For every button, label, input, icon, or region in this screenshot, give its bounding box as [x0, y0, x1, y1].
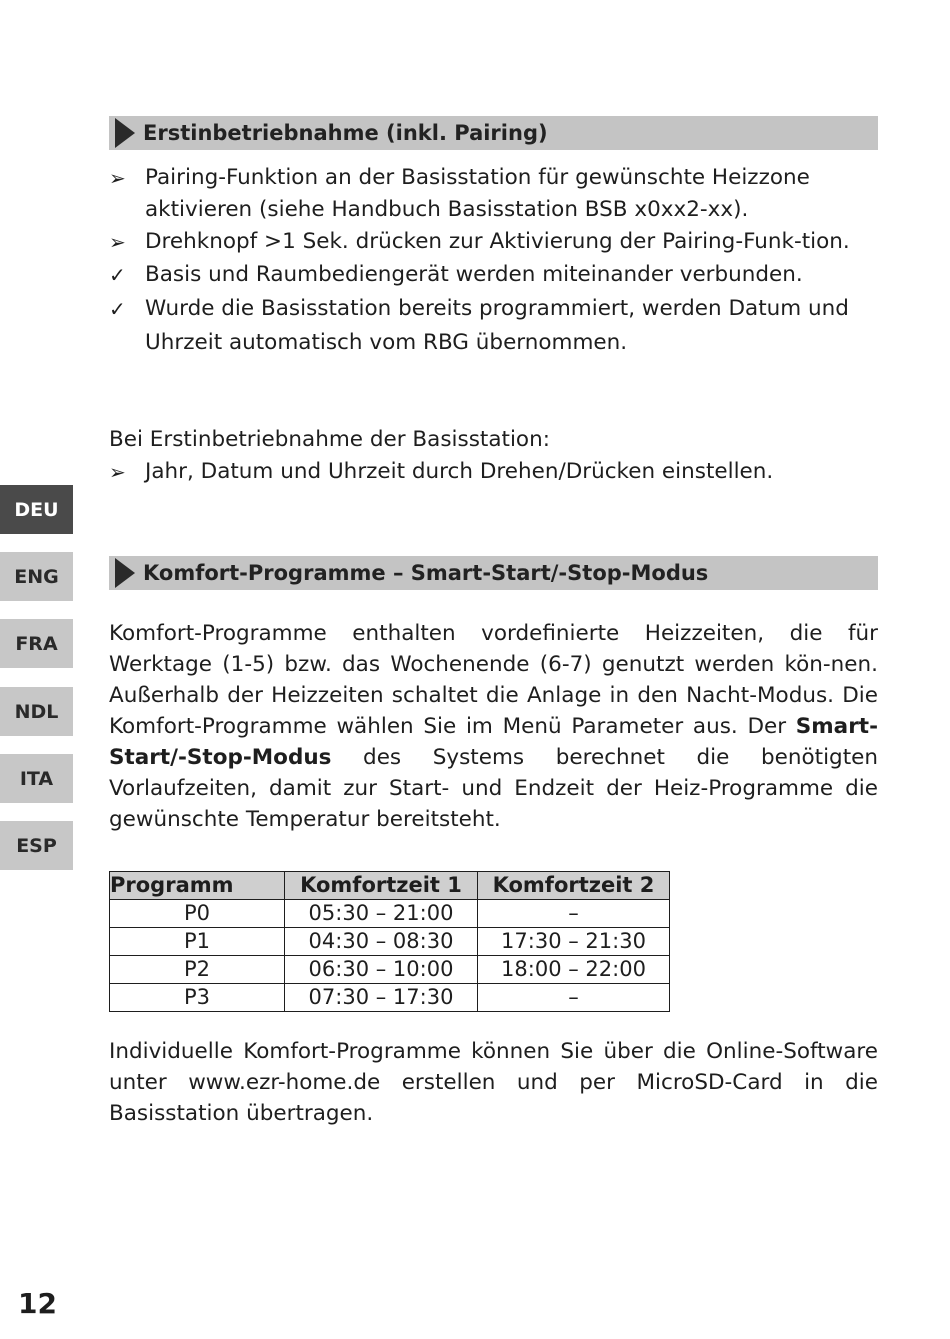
smart-start-stop-term: Smart-Start/-Stop-Modus: [109, 714, 878, 770]
table-row: [110, 900, 670, 928]
table-cell: P1: [110, 928, 285, 956]
table-cell: P2: [110, 956, 285, 984]
triangle-bullet-icon: [115, 118, 135, 148]
list-item: ✓ Basis und Raumbediengerät werden miteinander verbunden.: [109, 258, 878, 292]
language-tab-fra[interactable]: FRA: [0, 619, 73, 668]
section-heading-initial-setup: [109, 116, 878, 150]
table-cell: 17:30 – 21:30: [478, 928, 670, 956]
list-item: ➢ Jahr, Datum und Uhrzeit durch Drehen/Drücken einstellen.: [109, 456, 878, 488]
table-row: [110, 956, 670, 984]
table-cell: 06:30 – 10:00: [285, 956, 478, 984]
arrow-bullet-icon: ➢: [109, 166, 126, 190]
setup-steps-list: [109, 162, 878, 360]
checkmark-icon: ✓: [109, 297, 126, 321]
table-cell: 18:00 – 22:00: [478, 956, 670, 984]
section-heading-text: Komfort-Programme – Smart-Start/-Stop-Modus: [143, 561, 709, 585]
page-number: 12: [18, 1287, 57, 1320]
first-setup-intro: Bei Erstinbetriebnahme der Basisstation:: [109, 427, 550, 452]
language-tab-deu[interactable]: DEU: [0, 485, 73, 534]
comfort-programs-table: [109, 871, 670, 1012]
column-header-comfort-time-2: Komfortzeit 2: [478, 872, 670, 900]
checkmark-icon: ✓: [109, 263, 126, 287]
table-cell: –: [478, 900, 670, 928]
table-row: [110, 928, 670, 956]
arrow-bullet-icon: ➢: [109, 460, 126, 484]
language-tab-ndl[interactable]: NDL: [0, 687, 73, 736]
first-setup-steps-list: [109, 456, 878, 488]
language-tab-ita[interactable]: ITA: [0, 754, 73, 803]
list-item: ✓ Wurde die Basisstation bereits programmiert, werden Datum und Uhrzeit automatisch vom RBG übernommen.: [109, 292, 878, 360]
list-item: ➢ Drehknopf >1 Sek. drücken zur Aktivierung der Pairing-Funk-tion.: [109, 226, 878, 258]
language-tab-esp[interactable]: ESP: [0, 821, 73, 870]
triangle-bullet-icon: [115, 558, 135, 588]
table-cell: 07:30 – 17:30: [285, 984, 478, 1012]
table-cell: P0: [110, 900, 285, 928]
table-cell: P3: [110, 984, 285, 1012]
list-item: ➢ Pairing-Funktion an der Basisstation für gewünschte Heizzone aktivieren (siehe Handbuch Basisstation BSB x0xx2-xx).: [109, 162, 878, 226]
language-tab-eng[interactable]: ENG: [0, 552, 73, 601]
section-heading-text: Erstinbetriebnahme (inkl. Pairing): [143, 121, 548, 145]
column-header-comfort-time-1: Komfortzeit 1: [285, 872, 478, 900]
table-cell: 04:30 – 08:30: [285, 928, 478, 956]
section-heading-comfort-programs: [109, 556, 878, 590]
table-header-row: [110, 872, 670, 900]
table-row: [110, 984, 670, 1012]
arrow-bullet-icon: ➢: [109, 230, 126, 254]
individual-programs-note: Individuelle Komfort-Programme können Sie über die Online-Software unter www.ezr-home.de erstellen und per MicroSD-Card in die Basisstation übertragen.: [109, 1039, 878, 1126]
comfort-programs-description: Komfort-Programme enthalten vordefinierte Heizzeiten, die für Werktage (1-5) bzw. das Wochenende (6-7) genutzt werden kön-nen. Außerhalb der Heizzeiten schaltet die Anlage in den Nacht-Modus. Die Komfort-Programme wählen Sie im Menü Parameter aus. Der Smart-Start/-Stop-Modus des Systems berechnet die benötigten Vorlaufzeiten, damit zur Start- und Endzeit der Heiz-Programme die gewünschte Temperatur bereitsteht.: [109, 621, 878, 832]
table-cell: –: [478, 984, 670, 1012]
table-cell: 05:30 – 21:00: [285, 900, 478, 928]
column-header-program: Programm: [110, 872, 285, 900]
